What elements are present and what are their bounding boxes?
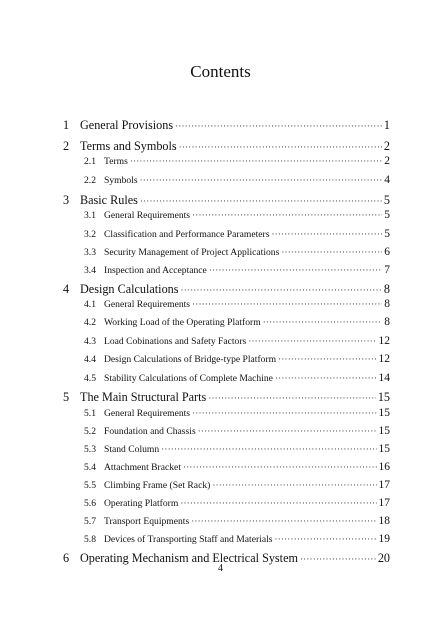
toc-entry-page: 17 — [378, 479, 390, 491]
toc-entry-label: Load Cobinations and Safety Factors — [104, 336, 247, 347]
toc-entry-label: Design Calculations of Bridge-type Platform — [104, 354, 277, 365]
dot-leader — [140, 175, 383, 185]
toc-entry-page: 7 — [384, 264, 390, 276]
toc-section-entry[interactable] — [84, 298, 390, 310]
toc-chapter-entry[interactable] — [63, 193, 390, 208]
toc-section-entry[interactable] — [84, 353, 390, 365]
page-number: 4 — [218, 563, 223, 574]
toc-section-entry[interactable] — [84, 425, 390, 437]
toc-section-entry[interactable] — [84, 174, 390, 186]
toc-chapter-entry[interactable] — [63, 282, 390, 297]
toc-entry-page: 12 — [378, 335, 390, 347]
toc-entry-number: 3.2 — [84, 229, 96, 240]
dot-leader — [278, 354, 376, 364]
toc-section-entry[interactable] — [84, 335, 390, 347]
toc-entry-page: 17 — [378, 497, 390, 509]
toc-entry-label: Stability Calculations of Complete Machine — [104, 373, 273, 384]
toc-section-entry[interactable] — [84, 228, 390, 240]
toc-entry-page: 15 — [377, 390, 390, 404]
toc-entry-label: Climbing Frame (Set Rack) — [104, 480, 211, 491]
dot-leader — [198, 426, 377, 436]
toc-entry-number: 5.6 — [84, 498, 96, 509]
toc-entry-page: 12 — [378, 353, 390, 365]
dot-leader — [130, 156, 382, 166]
toc-entry-page: 18 — [378, 515, 390, 527]
toc-entry-number: 2.1 — [84, 156, 96, 167]
toc-entry-page: 1 — [383, 118, 390, 132]
toc-entry-page: 15 — [378, 425, 390, 437]
toc-entry-label: General Requirements — [104, 408, 191, 419]
toc-section-entry[interactable] — [84, 372, 390, 384]
dot-leader — [275, 534, 377, 544]
toc-entry-number: 1 — [63, 118, 70, 132]
toc-entry-number: 5.5 — [84, 480, 96, 491]
toc-entry-number: 5.1 — [84, 408, 96, 419]
toc-section-entry[interactable] — [84, 407, 390, 419]
toc-section-entry[interactable] — [84, 515, 390, 527]
toc-section-entry[interactable] — [84, 155, 390, 167]
toc-entry-page: 20 — [377, 551, 390, 565]
dot-leader — [161, 444, 376, 454]
toc-entry-label: Inspection and Acceptance — [104, 265, 207, 276]
toc-chapter-entry[interactable] — [63, 390, 390, 405]
toc-entry-label: Attachment Bracket — [104, 462, 181, 473]
toc-entry-number: 5.3 — [84, 444, 96, 455]
toc-entry-label: Foundation and Chassis — [104, 426, 196, 437]
dot-leader — [183, 462, 377, 472]
dot-leader — [208, 393, 376, 403]
toc-entry-page: 8 — [384, 316, 390, 328]
dot-leader — [192, 408, 376, 418]
toc-section-entry[interactable] — [84, 497, 390, 509]
dot-leader — [192, 299, 382, 309]
toc-entry-label: Transport Equipments — [104, 516, 190, 527]
toc-entry-number: 4.2 — [84, 317, 96, 328]
toc-entry-number: 3.3 — [84, 247, 96, 258]
toc-entry-number: 4.5 — [84, 373, 96, 384]
toc-entry-label: Stand Column — [104, 444, 160, 455]
toc-chapter-entry[interactable] — [63, 139, 390, 154]
toc-entry-number: 5 — [63, 390, 70, 404]
toc-entry-label: Terms — [104, 156, 128, 167]
toc-entry-page: 5 — [383, 193, 390, 207]
toc-entry-number: 3.1 — [84, 210, 96, 221]
dot-leader — [181, 285, 382, 295]
toc-section-entry[interactable] — [84, 246, 390, 258]
toc-entry-label: Security Management of Project Applications — [104, 247, 280, 258]
toc-entry-label: General Requirements — [104, 299, 191, 310]
toc-entry-page: 8 — [384, 298, 390, 310]
toc-entry-number: 3.4 — [84, 265, 96, 276]
toc-section-entry[interactable] — [84, 209, 390, 221]
toc-section-entry[interactable] — [84, 316, 390, 328]
dot-leader — [271, 229, 382, 239]
toc-entry-number: 2.2 — [84, 175, 96, 186]
toc-entry-page: 6 — [384, 246, 390, 258]
toc-entry-label: Design Calculations — [80, 282, 179, 296]
toc-entry-page: 4 — [384, 174, 390, 186]
toc-entry-page: 2 — [384, 155, 390, 167]
toc-entry-number: 5.4 — [84, 462, 96, 473]
toc-entry-page: 8 — [383, 282, 390, 296]
toc-section-entry[interactable] — [84, 533, 390, 545]
toc-entry-number: 6 — [63, 551, 70, 565]
toc-section-entry[interactable] — [84, 264, 390, 276]
page-title: Contents — [190, 62, 251, 81]
dot-leader — [179, 142, 382, 152]
toc-entry-number: 3 — [63, 193, 70, 207]
toc-entry-label: Operating Mechanism and Electrical System — [80, 551, 298, 565]
dot-leader — [281, 247, 382, 257]
toc-entry-label: General Requirements — [104, 210, 191, 221]
toc-entry-page: 14 — [378, 372, 390, 384]
toc-entry-number: 4.3 — [84, 336, 96, 347]
toc-entry-page: 2 — [383, 139, 390, 153]
toc-entry-label: The Main Structural Parts — [80, 390, 207, 404]
toc-entry-label: Devices of Transporting Staff and Materials — [104, 534, 273, 545]
dot-leader — [180, 498, 376, 508]
toc-entry-number: 5.7 — [84, 516, 96, 527]
toc-entry-number: 2 — [63, 139, 70, 153]
toc-entry-label: Operating Platform — [104, 498, 179, 509]
toc-entry-number: 4 — [63, 282, 70, 296]
dot-leader — [140, 196, 382, 206]
dot-leader — [192, 210, 382, 220]
toc-entry-page: 5 — [384, 209, 390, 221]
toc-chapter-entry[interactable] — [63, 118, 390, 133]
toc-section-entry[interactable] — [84, 443, 390, 455]
dot-leader — [175, 121, 382, 131]
dot-leader — [212, 480, 376, 490]
toc-section-entry[interactable] — [84, 479, 390, 491]
toc-entry-label: General Provisions — [80, 118, 174, 132]
toc-entry-page: 19 — [378, 533, 390, 545]
toc-entry-page: 15 — [378, 407, 390, 419]
toc-entry-label: Working Load of the Operating Platform — [104, 317, 261, 328]
toc-entry-label: Classification and Performance Parameters — [104, 229, 270, 240]
toc-entry-label: Basic Rules — [80, 193, 138, 207]
dot-leader — [275, 373, 377, 383]
toc-entry-page: 15 — [378, 443, 390, 455]
toc-entry-page: 16 — [378, 461, 390, 473]
toc-entry-number: 5.2 — [84, 426, 96, 437]
toc-entry-page: 5 — [384, 228, 390, 240]
dot-leader — [248, 336, 376, 346]
toc-entry-number: 4.1 — [84, 299, 96, 310]
dot-leader — [191, 516, 376, 526]
toc-entry-number: 5.8 — [84, 534, 96, 545]
toc-entry-label: Terms and Symbols — [80, 139, 177, 153]
dot-leader — [209, 265, 382, 275]
toc-section-entry[interactable] — [84, 461, 390, 473]
toc-entry-label: Symbols — [104, 175, 138, 186]
toc-entry-number: 4.4 — [84, 354, 96, 365]
dot-leader — [263, 317, 383, 327]
